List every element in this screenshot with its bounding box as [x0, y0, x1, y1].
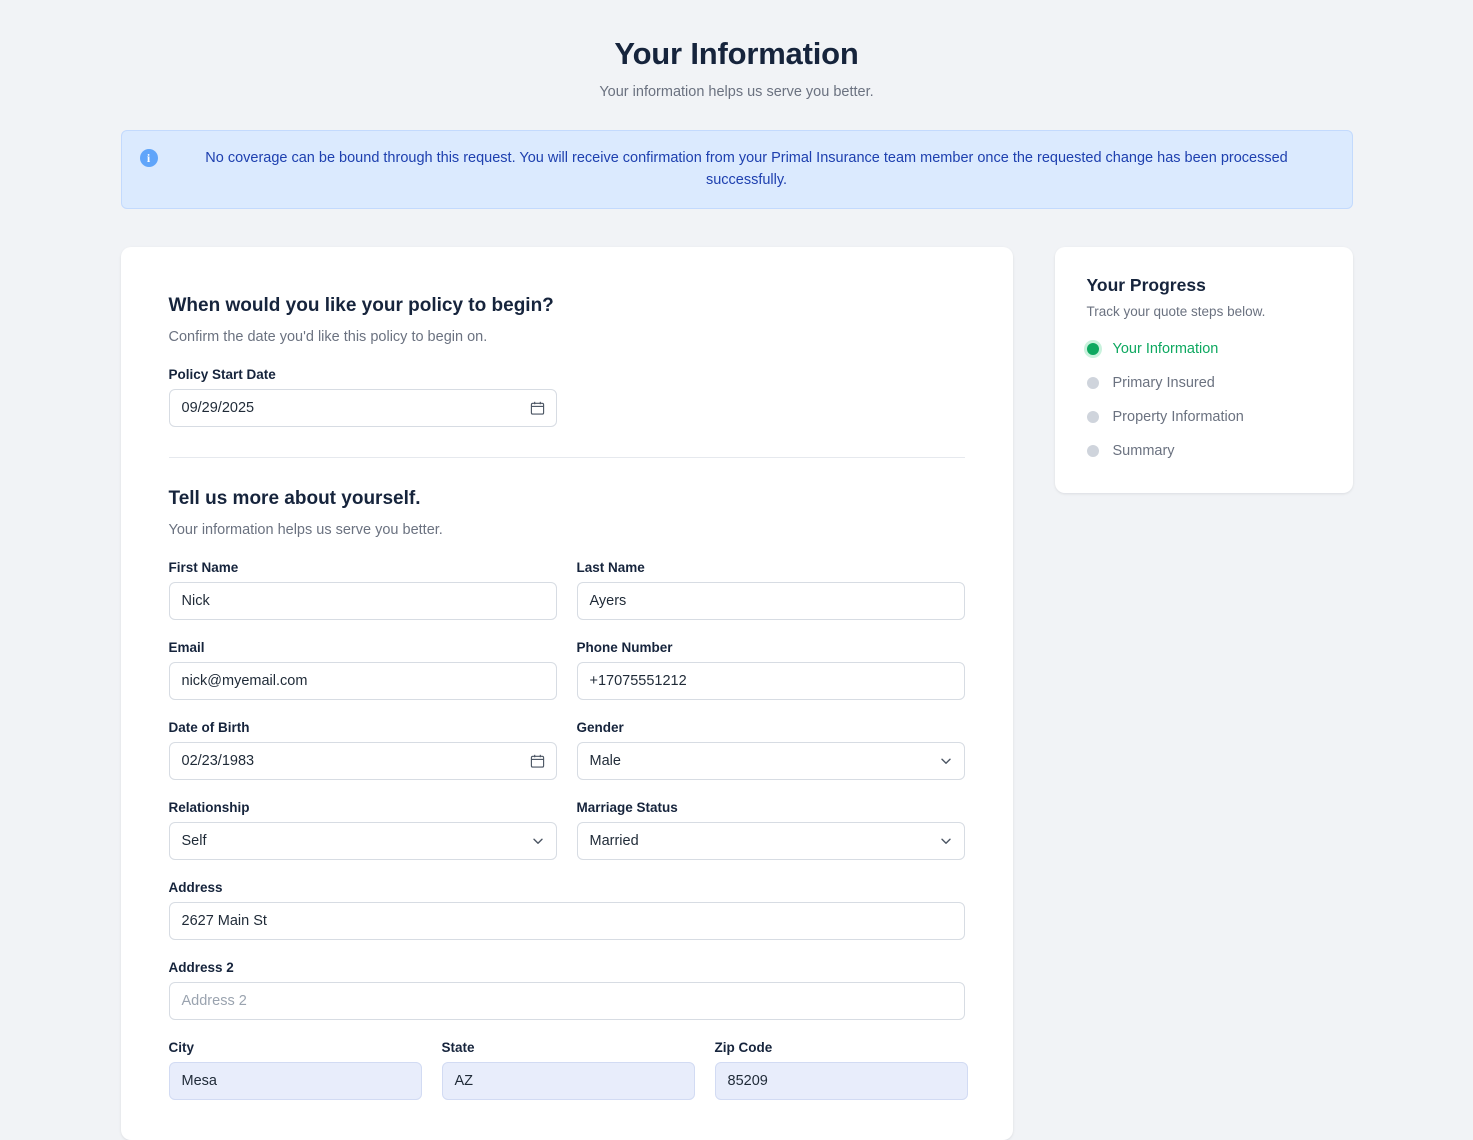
address2-input[interactable]: Address 2 — [169, 982, 965, 1020]
state-input[interactable]: AZ — [442, 1062, 695, 1100]
progress-step-label: Property Information — [1112, 408, 1244, 425]
dob-label: Date of Birth — [168, 719, 250, 735]
first-name-label: First Name — [168, 559, 239, 575]
calendar-icon[interactable] — [530, 400, 545, 415]
progress-step-primary-insured[interactable] — [1087, 375, 1323, 391]
calendar-icon[interactable] — [530, 753, 545, 768]
page-subtitle: Your information helps us serve you better. — [599, 84, 874, 100]
dob-field — [169, 720, 557, 780]
progress-card — [1055, 247, 1353, 493]
city-input[interactable]: Mesa — [169, 1062, 422, 1100]
marriage-status-select[interactable]: Married — [577, 822, 965, 860]
progress-step-label: Summary — [1112, 442, 1175, 459]
progress-step-your-information[interactable] — [1087, 341, 1323, 357]
chevron-down-icon[interactable] — [940, 755, 952, 767]
phone-label: Phone Number — [576, 639, 673, 655]
phone-input[interactable]: +17075551212 — [577, 662, 965, 700]
page-header — [0, 0, 1473, 100]
policy-start-date-label: Policy Start Date — [168, 366, 276, 382]
relationship-field — [169, 800, 557, 860]
first-name-field — [169, 560, 557, 620]
name-row — [169, 560, 965, 620]
marriage-status-select-wrap[interactable] — [577, 822, 965, 860]
address-field — [169, 880, 965, 940]
address2-label: Address 2 — [168, 959, 234, 975]
zip-code-label: Zip Code — [714, 1039, 773, 1055]
step-dot-icon — [1087, 377, 1099, 389]
address2-field — [169, 960, 965, 1020]
progress-title: Your Progress — [1086, 274, 1206, 295]
dob-input-wrap[interactable] — [169, 742, 557, 780]
last-name-label: Last Name — [576, 559, 645, 575]
relationship-select[interactable]: Self — [169, 822, 557, 860]
zip-code-input[interactable]: 85209 — [715, 1062, 968, 1100]
policy-start-date-field — [169, 367, 557, 427]
email-input[interactable]: nick@myemail.com — [169, 662, 557, 700]
relationship-select-wrap[interactable] — [169, 822, 557, 860]
address-label: Address — [168, 879, 223, 895]
content-area — [121, 247, 1353, 1140]
gender-field — [577, 720, 965, 780]
form-card — [121, 247, 1013, 1140]
relationship-label: Relationship — [168, 799, 250, 815]
relationship-marriage-row — [169, 800, 965, 860]
progress-subtitle: Track your quote steps below. — [1086, 303, 1266, 319]
zip-code-field — [715, 1040, 968, 1100]
marriage-status-label: Marriage Status — [576, 799, 678, 815]
gender-select[interactable]: Male — [577, 742, 965, 780]
email-field — [169, 640, 557, 700]
policy-start-date-input-wrap[interactable] — [169, 389, 557, 427]
info-banner — [121, 130, 1353, 209]
phone-field — [577, 640, 965, 700]
city-label: City — [168, 1039, 195, 1055]
info-banner-text: No coverage can be bound through this request. You will receive confirmation from your Primal Insurance team member once the requested change has been processed successfully. — [205, 150, 1288, 189]
contact-row — [169, 640, 965, 700]
chevron-down-icon[interactable] — [940, 835, 952, 847]
policy-start-date-input[interactable]: 09/29/2025 — [169, 389, 557, 427]
city-field — [169, 1040, 422, 1100]
section-divider — [169, 457, 965, 458]
about-section-subtitle: Your information helps us serve you better. — [168, 521, 443, 538]
about-section-title: Tell us more about yourself. — [168, 487, 421, 509]
email-label: Email — [168, 639, 205, 655]
policy-section-title: When would you like your policy to begin? — [168, 294, 554, 316]
state-field — [442, 1040, 695, 1100]
gender-select-wrap[interactable] — [577, 742, 965, 780]
policy-section-subtitle: Confirm the date you'd like this policy to begin on. — [168, 328, 488, 345]
dob-input[interactable]: 02/23/1983 — [169, 742, 557, 780]
last-name-input[interactable]: Ayers — [577, 582, 965, 620]
marriage-status-field — [577, 800, 965, 860]
state-label: State — [441, 1039, 475, 1055]
page-title: Your Information — [614, 36, 859, 71]
last-name-field — [577, 560, 965, 620]
step-dot-icon — [1087, 343, 1099, 355]
gender-label: Gender — [576, 719, 624, 735]
progress-step-label: Primary Insured — [1112, 374, 1215, 391]
step-dot-icon — [1087, 411, 1099, 423]
progress-step-label: Your Information — [1112, 340, 1219, 357]
step-dot-icon — [1087, 445, 1099, 457]
first-name-input[interactable]: Nick — [169, 582, 557, 620]
dob-gender-row — [169, 720, 965, 780]
progress-step-property-information[interactable] — [1087, 409, 1323, 425]
info-icon: i — [140, 149, 158, 167]
address-input[interactable]: 2627 Main St — [169, 902, 965, 940]
progress-step-summary[interactable] — [1087, 443, 1323, 459]
city-state-zip-row — [169, 1040, 965, 1100]
chevron-down-icon[interactable] — [532, 835, 544, 847]
